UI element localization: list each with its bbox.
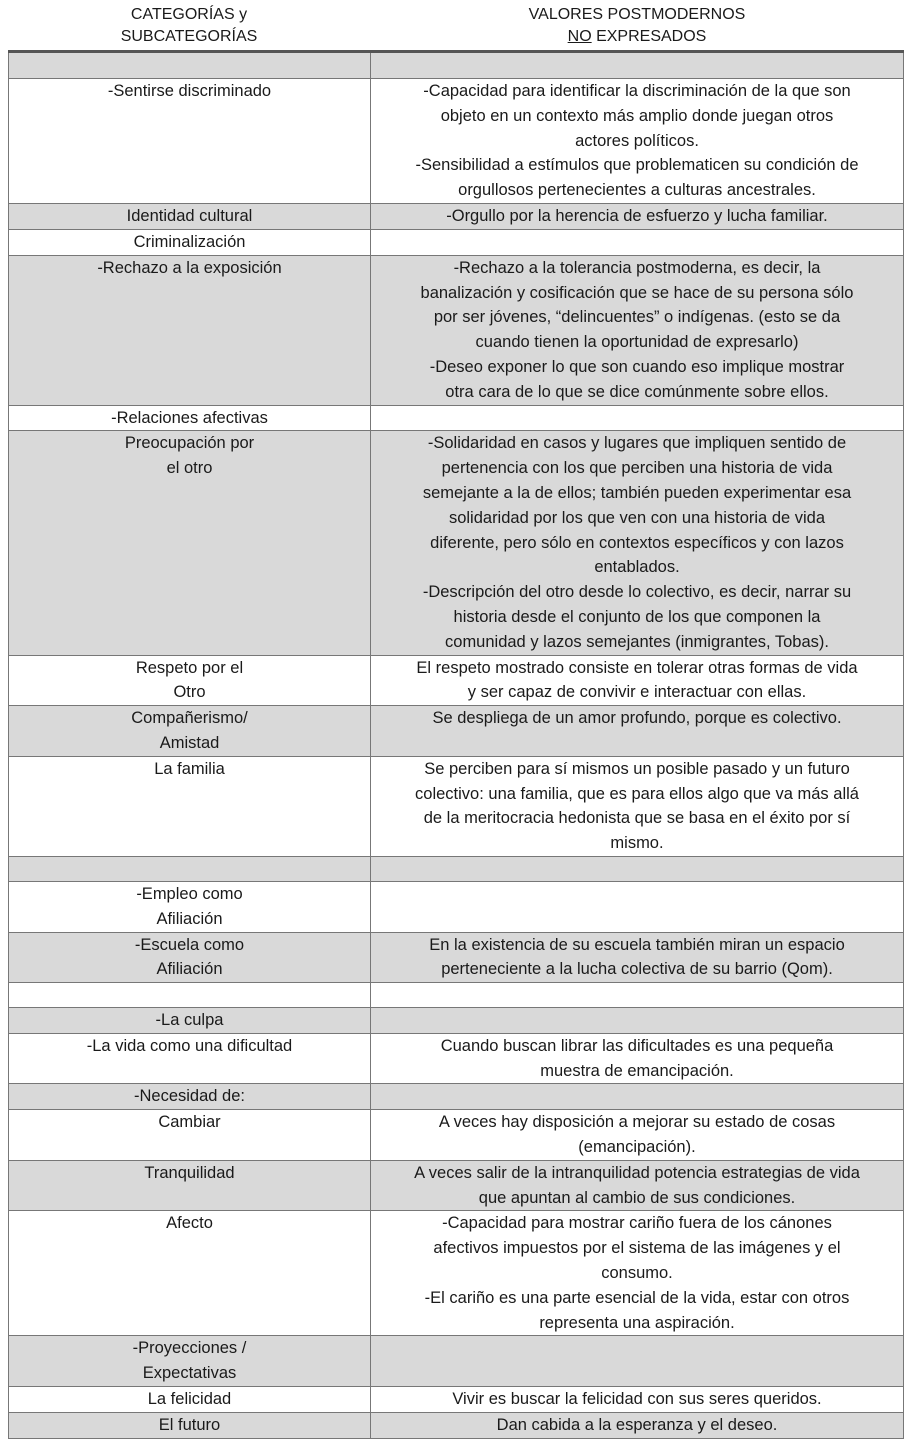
cell-line: -Solidaridad en casos y lugares que impliquen sentido de bbox=[427, 434, 847, 453]
category-cell bbox=[9, 881, 371, 932]
cell-line: Tranquilidad bbox=[144, 1163, 235, 1182]
category-cell bbox=[9, 405, 371, 431]
table-body bbox=[9, 52, 904, 1439]
cell-line: el otro bbox=[166, 459, 213, 478]
cell-line: cuando tienen la oportunidad de expresarlo) bbox=[475, 333, 799, 352]
value-cell bbox=[371, 1084, 904, 1110]
cell-line: pertenencia con los que perciben una historia de vida bbox=[441, 459, 833, 478]
table-row bbox=[9, 79, 904, 204]
cell-line: afectivos impuestos por el sistema de las imágenes y el bbox=[433, 1239, 841, 1258]
value-cell bbox=[371, 431, 904, 655]
category-cell bbox=[9, 1336, 371, 1387]
cell-line: objeto en un contexto más amplio donde juegan otros bbox=[440, 106, 834, 125]
cell-line: -Deseo exponer lo que son cuando eso implique mostrar bbox=[429, 357, 845, 376]
value-cell bbox=[371, 1387, 904, 1413]
cell-line: El respeto mostrado consiste en tolerar otras formas de vida bbox=[416, 658, 858, 677]
cell-line: -La culpa bbox=[155, 1011, 224, 1030]
value-cell bbox=[371, 1110, 904, 1161]
cell-line: consumo. bbox=[601, 1264, 673, 1283]
cell-line: diferente, pero sólo en contextos específicos y con lazos bbox=[430, 533, 844, 552]
table-row bbox=[9, 881, 904, 932]
cell-line: representa una aspiración. bbox=[539, 1313, 735, 1332]
category-cell bbox=[9, 79, 371, 204]
cell-line: entablados. bbox=[594, 558, 680, 577]
cell-line: -Sensibilidad a estímulos que problematicen su condición de bbox=[415, 156, 859, 175]
cell-line: -Orgullo por la herencia de esfuerzo y lucha familiar. bbox=[446, 206, 828, 225]
table-row bbox=[9, 932, 904, 983]
cell-line: -Capacidad para identificar la discriminación de la que son bbox=[423, 82, 851, 100]
table-row bbox=[9, 1033, 904, 1084]
value-cell bbox=[371, 1033, 904, 1084]
value-cell bbox=[371, 1160, 904, 1211]
header-line: SUBCATEGORÍAS bbox=[120, 28, 258, 45]
category-cell bbox=[9, 856, 371, 881]
cell-line: orgullosos pertenecientes a culturas ancestrales. bbox=[458, 181, 816, 200]
header-valores bbox=[371, 4, 903, 48]
cell-line: mismo. bbox=[610, 834, 664, 853]
cell-line: -La vida como una dificultad bbox=[86, 1036, 293, 1055]
cell-line: -El cariño es una parte esencial de la vida, estar con otros bbox=[424, 1288, 850, 1307]
cell-line: Otro bbox=[173, 683, 206, 702]
table-row bbox=[9, 1211, 904, 1336]
category-cell bbox=[9, 1110, 371, 1161]
cell-line: Cuando buscan librar las dificultades es una pequeña bbox=[440, 1036, 834, 1055]
cell-line: Se perciben para sí mismos un posible pasado y un futuro bbox=[424, 759, 850, 778]
table-row bbox=[9, 1084, 904, 1110]
table-header bbox=[0, 0, 919, 50]
cell-line: -Sentirse discriminado bbox=[107, 82, 272, 100]
cell-line: -Proyecciones / bbox=[132, 1339, 247, 1358]
cell-line: otra cara de lo que se dice comúnmente sobre ellos. bbox=[445, 382, 829, 401]
category-cell bbox=[9, 983, 371, 1008]
cell-line: A veces hay disposición a mejorar su estado de cosas bbox=[438, 1113, 836, 1132]
header-categorias bbox=[8, 4, 370, 48]
cell-line: Expectativas bbox=[142, 1364, 237, 1383]
category-cell bbox=[9, 52, 371, 79]
cell-line: Vivir es buscar la felicidad con sus seres queridos. bbox=[452, 1390, 822, 1409]
cell-line: por ser jóvenes, “delincuentes” o indígenas. (esto se da bbox=[433, 308, 841, 327]
value-cell bbox=[371, 856, 904, 881]
table-row bbox=[9, 1387, 904, 1413]
value-cell bbox=[371, 79, 904, 204]
cell-line: actores políticos. bbox=[575, 131, 699, 150]
cell-line: Criminalización bbox=[133, 232, 246, 251]
category-cell bbox=[9, 1033, 371, 1084]
cell-line: Amistad bbox=[159, 733, 220, 752]
category-cell bbox=[9, 1084, 371, 1110]
value-cell bbox=[371, 203, 904, 229]
cell-line: muestra de emancipación. bbox=[540, 1061, 734, 1080]
cell-line: banalización y cosificación que se hace de su persona sólo bbox=[420, 283, 854, 302]
category-cell bbox=[9, 229, 371, 255]
category-cell bbox=[9, 1412, 371, 1438]
cell-line: Compañerismo/ bbox=[131, 709, 248, 728]
value-cell bbox=[371, 1336, 904, 1387]
cell-line: y ser capaz de convivir e interactuar con ellas. bbox=[467, 683, 807, 702]
cell-line: -Necesidad de: bbox=[134, 1087, 245, 1106]
cell-line: Respeto por el bbox=[135, 658, 244, 677]
table-row bbox=[9, 1160, 904, 1211]
cell-line: -Rechazo a la tolerancia postmoderna, es decir, la bbox=[453, 258, 821, 277]
value-cell bbox=[371, 1211, 904, 1336]
category-cell bbox=[9, 203, 371, 229]
cell-line: que apuntan al cambio de sus condiciones. bbox=[478, 1188, 796, 1207]
cell-line: Afiliación bbox=[156, 960, 223, 979]
cell-line: semejante a la de ellos; también pueden experimentar esa bbox=[422, 483, 852, 502]
table-row bbox=[9, 229, 904, 255]
table-row bbox=[9, 203, 904, 229]
category-cell bbox=[9, 655, 371, 706]
cell-line: Dan cabida a la esperanza y el deseo. bbox=[496, 1415, 778, 1434]
cell-line: -Escuela como bbox=[134, 935, 245, 954]
value-cell bbox=[371, 932, 904, 983]
header-line: VALORES POSTMODERNOS bbox=[528, 6, 746, 23]
cell-line: La felicidad bbox=[147, 1390, 232, 1409]
cell-line: -Descripción del otro desde lo colectivo, es decir, narrar su bbox=[422, 583, 852, 602]
cell-line: perteneciente a la lucha colectiva de su barrio (Qom). bbox=[441, 960, 833, 979]
cell-line: -Empleo como bbox=[136, 884, 243, 903]
cell-line: -Rechazo a la exposición bbox=[97, 258, 282, 277]
category-cell bbox=[9, 1211, 371, 1336]
value-cell bbox=[371, 405, 904, 431]
cell-line: Cambiar bbox=[158, 1113, 221, 1132]
value-cell bbox=[371, 52, 904, 79]
value-cell bbox=[371, 983, 904, 1008]
cell-line: -Capacidad para mostrar cariño fuera de los cánones bbox=[442, 1214, 832, 1233]
category-cell bbox=[9, 706, 371, 757]
table-row bbox=[9, 655, 904, 706]
category-cell bbox=[9, 1160, 371, 1211]
cell-line: Identidad cultural bbox=[126, 206, 253, 225]
cell-line: solidaridad por los que ven con una historia de vida bbox=[448, 508, 826, 527]
category-cell bbox=[9, 756, 371, 856]
category-cell bbox=[9, 1008, 371, 1034]
table-row bbox=[9, 706, 904, 757]
cell-line: Afecto bbox=[166, 1214, 213, 1233]
table-row bbox=[9, 856, 904, 881]
value-cell bbox=[371, 1412, 904, 1438]
value-cell bbox=[371, 1008, 904, 1034]
value-cell bbox=[371, 706, 904, 757]
value-cell bbox=[371, 229, 904, 255]
category-cell bbox=[9, 255, 371, 405]
values-table bbox=[8, 50, 904, 1439]
cell-line: La familia bbox=[154, 759, 225, 778]
table-row bbox=[9, 405, 904, 431]
table-row bbox=[9, 756, 904, 856]
table-row bbox=[9, 1336, 904, 1387]
table-row bbox=[9, 52, 904, 79]
header-line bbox=[371, 26, 903, 48]
cell-line: colectivo: una familia, que es para ellos algo que va más allá bbox=[415, 784, 859, 803]
cell-line: -Relaciones afectivas bbox=[111, 408, 268, 427]
table-row bbox=[9, 255, 904, 405]
category-cell bbox=[9, 1387, 371, 1413]
value-cell bbox=[371, 756, 904, 856]
header-expresados: EXPRESADOS bbox=[591, 28, 707, 45]
cell-line: (emancipación). bbox=[578, 1138, 696, 1157]
cell-line: El futuro bbox=[158, 1415, 221, 1434]
table-row bbox=[9, 1412, 904, 1438]
table-row bbox=[9, 1008, 904, 1034]
cell-line: Afiliación bbox=[156, 909, 223, 928]
cell-line: historia desde el conjunto de los que componen la bbox=[453, 607, 821, 626]
value-cell bbox=[371, 881, 904, 932]
cell-line: En la existencia de su escuela también miran un espacio bbox=[429, 935, 845, 954]
value-cell bbox=[371, 255, 904, 405]
cell-line: A veces salir de la intranquilidad potencia estrategias de vida bbox=[414, 1163, 860, 1182]
cell-line: de la meritocracia hedonista que se basa en el éxito por sí bbox=[423, 809, 851, 828]
category-cell bbox=[9, 932, 371, 983]
cell-line: Se despliega de un amor profundo, porque es colectivo. bbox=[432, 709, 842, 728]
value-cell bbox=[371, 655, 904, 706]
table-row bbox=[9, 1110, 904, 1161]
header-line: CATEGORÍAS y bbox=[130, 6, 248, 23]
cell-line: Preocupación por bbox=[124, 434, 255, 453]
cell-line: comunidad y lazos semejantes (inmigrantes, Tobas). bbox=[445, 632, 829, 651]
table-row bbox=[9, 431, 904, 655]
table-row bbox=[9, 983, 904, 1008]
category-cell bbox=[9, 431, 371, 655]
header-no-underlined: NO bbox=[567, 28, 592, 45]
